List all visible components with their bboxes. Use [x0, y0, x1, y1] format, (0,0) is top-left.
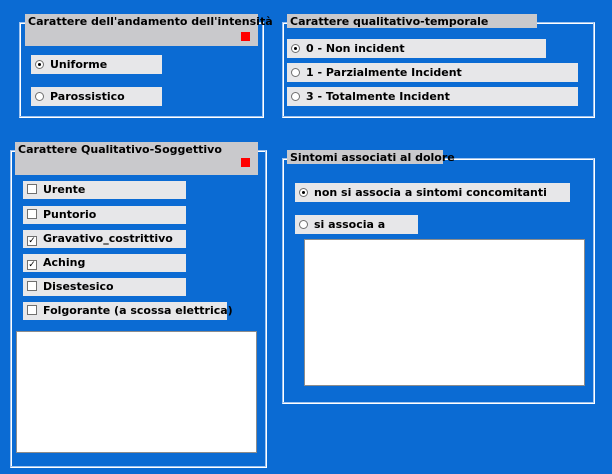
checkbox-puntorio-label: Puntorio — [43, 208, 97, 221]
radio-parossistico-label: Parossistico — [50, 90, 125, 103]
radio-unselected-icon — [299, 220, 308, 229]
subjective-required-indicator — [241, 158, 250, 167]
intensity-required-indicator — [241, 32, 250, 41]
radio-non-incident-label: 0 - Non incident — [306, 42, 405, 55]
checkbox-disestesico[interactable] — [23, 278, 186, 296]
intensity-title: Carattere dell'andamento dell'intensità — [28, 15, 273, 28]
radio-totalmente-incident-label: 3 - Totalmente Incident — [306, 90, 450, 103]
radio-non-si-associa-label: non si associa a sintomi concomitanti — [314, 186, 547, 199]
symptoms-notes-textarea[interactable] — [304, 239, 585, 386]
checkbox-checked-icon: ✓ — [28, 236, 36, 246]
checkbox-aching-label: Aching — [43, 256, 86, 269]
checkbox-unchecked-icon — [27, 305, 37, 315]
checkbox-unchecked-icon — [27, 184, 37, 194]
checkbox-gravativo-costrittivo[interactable] — [23, 230, 186, 248]
radio-selected-icon — [291, 44, 300, 53]
radio-unselected-icon — [291, 92, 300, 101]
checkbox-gravativo-label: Gravativo_costrittivo — [43, 232, 173, 245]
checkbox-disestesico-label: Disestesico — [43, 280, 114, 293]
symptoms-title: Sintomi associati al dolore — [287, 150, 443, 164]
radio-totalmente-incident[interactable] — [287, 87, 578, 106]
radio-selected-icon — [299, 188, 308, 197]
radio-selected-icon — [35, 60, 44, 69]
checkbox-unchecked-icon — [27, 209, 37, 219]
checkbox-folgorante[interactable] — [23, 302, 233, 320]
checkbox-unchecked-icon — [27, 281, 37, 291]
radio-uniforme-label: Uniforme — [50, 58, 108, 71]
radio-parzialmente-incident[interactable] — [287, 63, 578, 82]
checkbox-aching[interactable] — [23, 254, 186, 272]
temporal-title: Carattere qualitativo-temporale — [287, 14, 537, 28]
subjective-notes-textarea[interactable] — [16, 331, 257, 453]
radio-unselected-icon — [291, 68, 300, 77]
radio-si-associa[interactable] — [295, 215, 418, 234]
radio-non-incident[interactable] — [287, 39, 546, 58]
checkbox-urente-label: Urente — [43, 183, 86, 196]
radio-parzialmente-incident-label: 1 - Parzialmente Incident — [306, 66, 462, 79]
radio-parossistico[interactable] — [31, 87, 162, 106]
checkbox-checked-icon: ✓ — [28, 260, 36, 270]
checkbox-urente[interactable] — [23, 181, 186, 199]
radio-si-associa-label: si associa a — [314, 218, 386, 231]
checkbox-puntorio[interactable] — [23, 206, 186, 224]
checkbox-folgorante-label: Folgorante (a scossa elettrica) — [43, 304, 233, 317]
radio-unselected-icon — [35, 92, 44, 101]
radio-uniforme[interactable] — [31, 55, 162, 74]
subjective-title: Carattere Qualitativo-Soggettivo — [18, 143, 222, 156]
radio-non-si-associa[interactable] — [295, 183, 570, 202]
